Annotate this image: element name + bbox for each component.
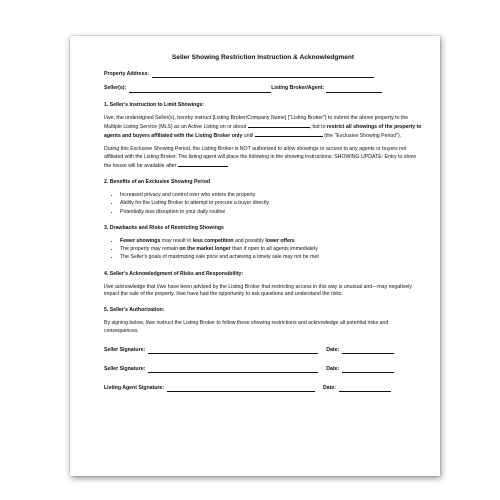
- drawback2-text-a: The property may remain: [120, 246, 180, 253]
- drawback2-text-b: than if open to all agents immediately: [230, 246, 318, 253]
- broker-field[interactable]: [326, 87, 382, 93]
- section1-text-a: I/we, the undersigned Seller(s), hereby instruct [Listing Broker/Company Name] ("Listing Broker") to submit the above property to the Multiple Listing Service (MLS) as an Active Listing on or about: [104, 114, 409, 131]
- signature-label: Seller Signature:: [104, 346, 146, 353]
- drawback1-text-b: and possibly: [233, 238, 266, 245]
- signature-field[interactable]: [148, 348, 318, 354]
- section4-paragraph: I/we acknowledge that I/we have been advised by the Listing Broker that restricting access in this way is unusual and—may negatively impact the sale of the property. I/we have had the opportunity to ask questions and understand the risks.: [104, 283, 412, 298]
- section5-paragraph: By signing below, I/we instruct the Listing Broker to follow these showing restrictions and acknowledge all potential risks and consequences.: [104, 320, 389, 334]
- signature-row: [104, 366, 422, 373]
- drawbacks-list: [104, 238, 422, 262]
- fewer-showings-text: Fewer showings: [120, 238, 161, 245]
- section4-heading: 4. Seller's Acknowledgment of Risks and Responsibility:: [104, 270, 244, 277]
- section5-heading: 5. Seller's Authorization:: [104, 307, 165, 314]
- section1-paragraph1: [104, 115, 422, 141]
- section1-heading: 1. Seller's Instruction to Limit Showings:: [104, 101, 205, 108]
- list-item: • Ability for the Listing Broker to attempt to procure a buyer directly: [120, 200, 422, 207]
- property-address-line: [104, 71, 422, 78]
- section1-p2-text: During this Exclusive Showing Period, the Listing Broker is NOT authorized to allow showings or access to any agents or buyers not affiliated with the Listing Broker. The listing agent will place the following in the showing instructions: SHOWING UPDATE: Entry to show the house will be available after: [104, 146, 416, 169]
- drawback1-text-a: may result in: [160, 238, 193, 245]
- section1-paragraph2: [104, 146, 422, 170]
- date-field[interactable]: [339, 386, 391, 392]
- list-item: • Increased privacy and control over who enters the property: [120, 192, 422, 199]
- date-field[interactable]: [342, 367, 394, 373]
- property-address-field[interactable]: [152, 72, 374, 78]
- sellers-field[interactable]: [129, 87, 271, 93]
- lower-offers-text: lower offers: [265, 238, 295, 245]
- signature-field[interactable]: [148, 367, 318, 373]
- document-title: Seller Showing Restriction Instruction & Acknowledgment: [171, 54, 355, 61]
- list-item: [120, 238, 422, 245]
- signature-label: Listing Agent Signature:: [104, 385, 165, 392]
- section1-text-b: , but to: [309, 124, 327, 131]
- section3-heading: 3. Drawbacks and Risks of Restricting Showings: [104, 224, 224, 231]
- mls-date-field[interactable]: [248, 122, 310, 128]
- section1-restriction-text: restrict all showings of the property to agents and buyers affiliated with the Listing Broker only: [104, 124, 422, 140]
- property-address-label: Property Address:: [104, 71, 150, 78]
- signature-label: Seller Signature:: [104, 366, 146, 373]
- date-label: Date:: [323, 385, 337, 392]
- signature-field[interactable]: [167, 386, 315, 392]
- benefits-list: [104, 192, 422, 216]
- availability-date-field[interactable]: [178, 161, 228, 167]
- list-item: [120, 246, 422, 253]
- list-item: • The Seller's goals of maximizing sale price and achieving a timely sale may not be met: [120, 254, 422, 261]
- section2-heading: 2. Benefits of an Exclusive Showing Period: [104, 179, 211, 186]
- section1-text-c: until: [242, 133, 255, 140]
- until-date-field[interactable]: [255, 131, 323, 137]
- list-item: • Potentially less disruption to your daily routine: [120, 209, 422, 216]
- seller-broker-line: [104, 85, 422, 92]
- broker-label: Listing Broker/Agent:: [271, 85, 325, 92]
- sellers-label: Seller(s):: [104, 85, 127, 92]
- date-field[interactable]: [342, 348, 394, 354]
- date-label: Date:: [326, 346, 340, 353]
- document-page: [70, 36, 440, 476]
- date-label: Date:: [326, 366, 340, 373]
- less-competition-text: less competition: [192, 238, 234, 245]
- signature-row: [104, 347, 422, 354]
- signature-row: [104, 385, 422, 392]
- market-longer-text: on the market longer: [179, 246, 231, 253]
- section1-text-d: (the "Exclusive Showing Period").: [322, 133, 402, 140]
